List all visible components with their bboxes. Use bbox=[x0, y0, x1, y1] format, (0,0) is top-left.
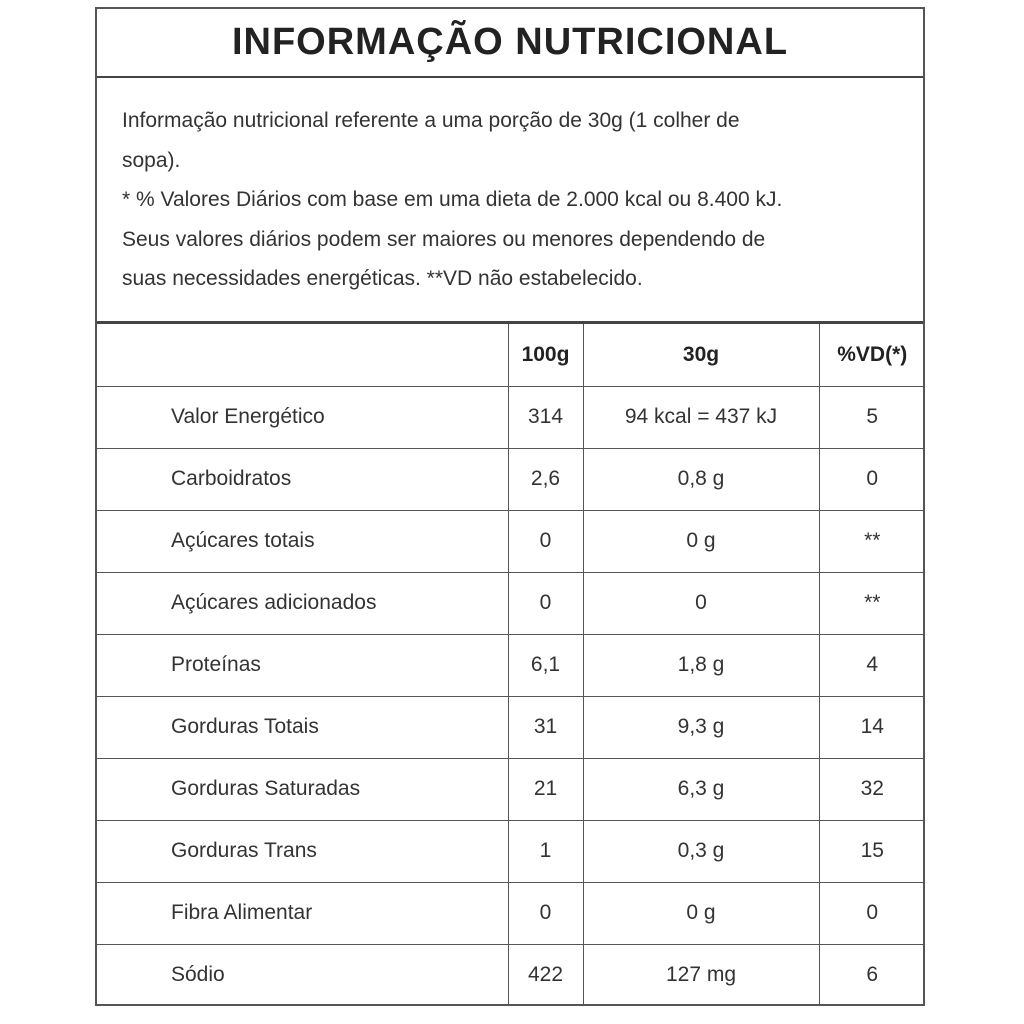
nutrient-name: Gorduras Totais bbox=[97, 696, 508, 758]
value-daily-percent: 0 bbox=[819, 448, 925, 510]
nutrient-name: Carboidratos bbox=[97, 448, 508, 510]
value-portion: 0,3 g bbox=[583, 820, 819, 882]
table-row bbox=[97, 634, 925, 696]
nutrition-table bbox=[97, 324, 925, 1006]
table-row bbox=[97, 448, 925, 510]
value-daily-percent: 14 bbox=[819, 696, 925, 758]
value-daily-percent: ** bbox=[819, 510, 925, 572]
value-daily-percent: 32 bbox=[819, 758, 925, 820]
value-daily-percent: 0 bbox=[819, 882, 925, 944]
value-daily-percent: 4 bbox=[819, 634, 925, 696]
note-line: Seus valores diários podem ser maiores ou menores dependendo de bbox=[122, 227, 766, 251]
value-100g: 6,1 bbox=[508, 634, 583, 696]
table-row bbox=[97, 386, 925, 448]
value-portion: 0 bbox=[583, 572, 819, 634]
value-100g: 2,6 bbox=[508, 448, 583, 510]
value-portion: 0,8 g bbox=[583, 448, 819, 510]
nutrition-facts-panel bbox=[95, 7, 925, 1006]
table-row bbox=[97, 510, 925, 572]
note-line: suas necessidades energéticas. **VD não estabelecido. bbox=[122, 267, 643, 290]
note-line: Informação nutricional referente a uma porção de 30g (1 colher de bbox=[122, 109, 740, 132]
table-row bbox=[97, 882, 925, 944]
table-row bbox=[97, 696, 925, 758]
nutrient-name: Sódio bbox=[171, 963, 225, 987]
value-portion: 127 mg bbox=[583, 944, 819, 1006]
table-row bbox=[97, 820, 925, 882]
table-row bbox=[97, 758, 925, 820]
value-portion: 6,3 g bbox=[583, 758, 819, 820]
header-nutrient bbox=[97, 324, 508, 386]
page-title: INFORMAÇÃO NUTRICIONAL bbox=[97, 9, 923, 78]
value-100g: 0 bbox=[508, 572, 583, 634]
value-100g: 422 bbox=[508, 944, 583, 1006]
nutrient-name: Proteínas bbox=[97, 634, 508, 696]
value-daily-percent: 15 bbox=[819, 820, 925, 882]
value-daily-percent: 6 bbox=[819, 944, 925, 1006]
value-100g: 21 bbox=[508, 758, 583, 820]
value-100g: 0 bbox=[508, 510, 583, 572]
value-daily-percent: 5 bbox=[819, 386, 925, 448]
nutrient-name: Açúcares totais bbox=[97, 510, 508, 572]
nutrient-name: Fibra Alimentar bbox=[97, 882, 508, 944]
nutrient-name: Valor Energético bbox=[97, 386, 508, 448]
note-line: sopa). bbox=[122, 148, 181, 172]
table-header-row bbox=[97, 324, 925, 386]
value-portion: 94 kcal = 437 kJ bbox=[583, 386, 819, 448]
table-row bbox=[97, 944, 925, 1006]
value-portion: 9,3 g bbox=[583, 696, 819, 758]
note-line: * % Valores Diários com base em uma dieta de 2.000 kcal ou 8.400 kJ. bbox=[122, 188, 783, 211]
value-100g: 0 bbox=[508, 882, 583, 944]
value-100g: 31 bbox=[508, 696, 583, 758]
serving-notes bbox=[97, 78, 923, 324]
header-daily-value: %VD(*) bbox=[819, 324, 925, 386]
table-row bbox=[97, 572, 925, 634]
value-100g: 1 bbox=[508, 820, 583, 882]
nutrient-name: Gorduras Saturadas bbox=[97, 758, 508, 820]
value-daily-percent: ** bbox=[819, 572, 925, 634]
header-per-100g: 100g bbox=[508, 324, 583, 386]
nutrient-name: Gorduras Trans bbox=[97, 820, 508, 882]
value-100g: 314 bbox=[508, 386, 583, 448]
value-portion: 0 g bbox=[583, 882, 819, 944]
nutrient-name: Açúcares adicionados bbox=[97, 572, 508, 634]
value-portion: 1,8 g bbox=[583, 634, 819, 696]
header-per-portion: 30g bbox=[583, 324, 819, 386]
value-portion: 0 g bbox=[583, 510, 819, 572]
